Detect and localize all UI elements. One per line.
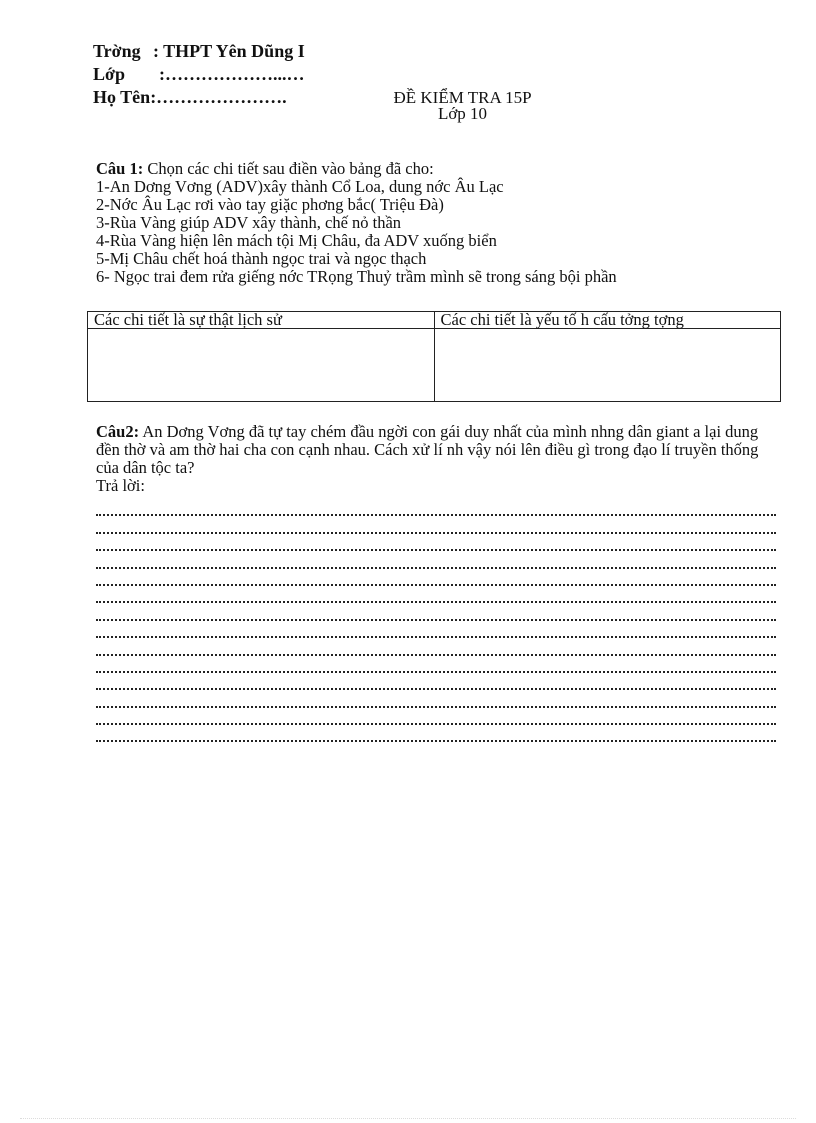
answer-line[interactable]: [96, 656, 776, 673]
answer-line[interactable]: [96, 673, 776, 690]
class-row: [93, 63, 305, 86]
question-1-prompt: Chọn các chi tiết sau điền vào bảng đã cho:: [147, 159, 434, 178]
answer-label: Trả lời:: [96, 476, 145, 495]
fictional-elements-header: Các chi tiết là yếu tố h cấu tởng tợng: [434, 312, 781, 329]
answer-line[interactable]: [96, 725, 776, 742]
name-label: Họ Tên: [93, 87, 151, 107]
class-value: :………………...…: [159, 64, 305, 84]
fictional-elements-cell[interactable]: [434, 329, 781, 402]
answer-line[interactable]: [96, 586, 776, 603]
answer-line[interactable]: [96, 638, 776, 655]
question-2: [96, 423, 772, 495]
answer-table-row: [88, 329, 781, 402]
question-1-item: 2-Nớc Âu Lạc rơi vào tay giặc phơng bắc( Triệu Đà): [96, 195, 444, 214]
name-row: [93, 86, 305, 109]
question-2-text-block: [96, 423, 772, 477]
answer-line[interactable]: [96, 516, 776, 533]
question-1-label: Câu 1:: [96, 159, 144, 178]
question-2-label: Câu2:: [96, 422, 140, 441]
school-row: [93, 40, 305, 63]
historical-facts-cell[interactable]: [88, 329, 435, 402]
historical-facts-header: Các chi tiết là sự thật lịch sử: [88, 312, 435, 329]
answer-line[interactable]: [96, 621, 776, 638]
answer-line[interactable]: [96, 690, 776, 707]
answer-line[interactable]: [96, 569, 776, 586]
school-label: Trờng: [93, 41, 141, 61]
question-1-prompt-line: [96, 160, 776, 178]
name-value: :………………….: [150, 87, 287, 107]
page-edge: [20, 1118, 796, 1119]
class-label: Lớp: [93, 64, 125, 84]
answer-line[interactable]: [96, 499, 776, 516]
answer-table-header-row: [88, 312, 781, 329]
answer-lines[interactable]: [96, 499, 776, 742]
question-1-item: 3-Rùa Vàng giúp ADV xây thành, chế nỏ thần: [96, 213, 402, 232]
school-value: : THPT Yên Dũng I: [153, 41, 305, 61]
student-info-header: [93, 40, 305, 109]
answer-line[interactable]: [96, 603, 776, 620]
question-1: [96, 160, 776, 286]
exam-title-line2: Lớp 10: [437, 104, 488, 123]
exam-title: [360, 90, 565, 122]
answer-table: [87, 311, 781, 402]
answer-line[interactable]: [96, 708, 776, 725]
answer-line[interactable]: [96, 534, 776, 551]
question-2-text: An Dơng Vơng đã tự tay chém đầu ngời con gái duy nhất của mình nhng dân giant a lại dung đền thờ và am thờ hai cha con cạnh nhau. Cách xử lí nh vậy nói lên điều gì trong đạo lí truyền thống của dân tộc ta?: [96, 422, 759, 477]
question-1-item: 5-Mị Châu chết hoá thành ngọc trai và ngọc thạch: [96, 249, 427, 268]
exam-title-line1: ĐỀ KIỂM TRA 15P: [393, 88, 532, 107]
answer-line[interactable]: [96, 551, 776, 568]
question-1-item: 4-Rùa Vàng hiện lên mách tội Mị Châu, đa ADV xuống biển: [96, 231, 497, 250]
question-1-item: 1-An Dơng Vơng (ADV)xây thành Cổ Loa, dung nớc Âu Lạc: [96, 177, 504, 196]
question-1-item: 6- Ngọc trai đem rửa giếng nớc TRọng Thuỷ trầm mình sẽ trong sáng bội phần: [96, 267, 617, 286]
